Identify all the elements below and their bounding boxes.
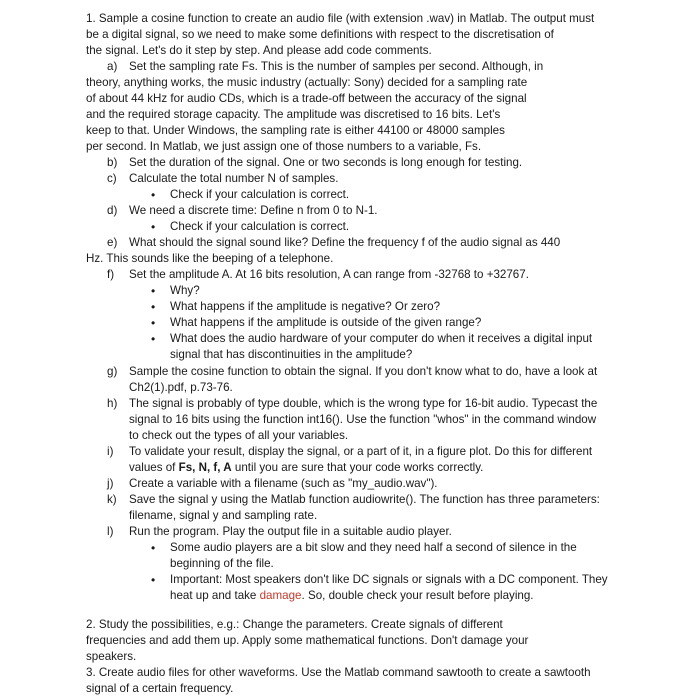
item-j-label: j) xyxy=(107,477,114,490)
item-a-line-2: theory, anything works, the music industry (actually: Sony) decided for a sampling rate xyxy=(86,76,528,89)
item-g-label: g) xyxy=(107,365,118,378)
item-f-label: f) xyxy=(107,268,115,281)
item-l-label: l) xyxy=(107,525,114,538)
item-b-text: Set the duration of the signal. One or two seconds is long enough for testing. xyxy=(129,156,523,169)
bullet-icon: • xyxy=(151,573,156,587)
item-c-bullet-1: Check if your calculation is correct. xyxy=(170,188,350,201)
item-d-bullet-1: Check if your calculation is correct. xyxy=(170,220,350,233)
item-a-line-3: of about 44 kHz for audio CDs, which is a trade-off between the accuracy of the signal xyxy=(86,92,527,105)
item-b-label: b) xyxy=(107,156,118,169)
item-l-text: Run the program. Play the output file in a suitable audio player. xyxy=(129,525,452,538)
item-c-label: c) xyxy=(107,172,117,185)
bullet-icon: • xyxy=(151,188,156,202)
item-g-line-2: Ch2(1).pdf, p.73-76. xyxy=(129,381,233,394)
item-f-bullet-4: What does the audio hardware of your computer do when it receives a digital input xyxy=(170,332,593,345)
q2-line-1: 2. Study the possibilities, e.g.: Change the parameters. Create signals of different xyxy=(86,618,503,631)
item-h-line-3: to check out the types of all your variables. xyxy=(129,429,349,442)
item-f-text: Set the amplitude A. At 16 bits resolution, A can range from -32768 to +32767. xyxy=(129,268,529,281)
bullet-icon: • xyxy=(151,332,156,346)
item-e-label: e) xyxy=(107,236,118,249)
item-f-bullet-4-cont: signal that has discontinuities in the amplitude? xyxy=(170,348,413,361)
item-i-label: i) xyxy=(107,445,114,458)
q2-line-3: speakers. xyxy=(86,650,137,663)
item-l-bullet-1-line-1: Some audio players are a bit slow and they need half a second of silence in the xyxy=(170,541,577,554)
item-l-bullet-1-line-2: beginning of the file. xyxy=(170,557,274,570)
item-a-label: a) xyxy=(107,60,118,73)
item-e-line-2: Hz. This sounds like the beeping of a telephone. xyxy=(86,252,334,265)
item-d-label: d) xyxy=(107,204,118,217)
item-l-bullet-2-pre: heat up and take xyxy=(170,589,260,602)
item-l-bullet-2-post: . So, double check your result before playing. xyxy=(301,589,534,602)
item-l-bullet-2-line-1: Important: Most speakers don't like DC signals or signals with a DC component. They xyxy=(170,573,608,586)
item-f-bullet-2: What happens if the amplitude is negative? Or zero? xyxy=(170,300,441,313)
item-j-text: Create a variable with a filename (such as "my_audio.wav"). xyxy=(129,477,438,490)
item-e-line-1: What should the signal sound like? Define the frequency f of the audio signal as 440 xyxy=(129,236,561,249)
item-f-bullet-1: Why? xyxy=(170,284,200,297)
item-l-bullet-2-line-2 xyxy=(170,588,534,604)
item-f-bullet-3: What happens if the amplitude is outside of the given range? xyxy=(170,316,482,329)
item-g-line-1: Sample the cosine function to obtain the signal. If you don't know what to do, have a look at xyxy=(129,365,598,378)
bullet-icon: • xyxy=(151,316,156,330)
item-k-line-2: filename, signal y and sampling rate. xyxy=(129,509,318,522)
q2-line-2: frequencies and add them up. Apply some mathematical functions. Don't damage your xyxy=(86,634,529,647)
damage-highlight: damage xyxy=(259,589,302,602)
item-a-line-5: keep to that. Under Windows, the sampling rate is either 44100 or 48000 samples xyxy=(86,124,505,137)
bullet-icon: • xyxy=(151,300,156,314)
q1-intro-line-2: be a digital signal, so we need to make some definitions with respect to the discretisation of xyxy=(86,28,554,41)
item-d-text: We need a discrete time: Define n from 0 to N-1. xyxy=(129,204,378,217)
item-i-line-1: To validate your result, display the signal, or a part of it, in a figure plot. Do this for different xyxy=(129,445,593,458)
item-k-line-1: Save the signal y using the Matlab function audiowrite(). The function has three parameters: xyxy=(129,493,600,506)
bullet-icon: • xyxy=(151,220,156,234)
item-a-line-4: and the required storage capacity. The amplitude was discretised to 16 bits. Let's xyxy=(86,108,501,121)
item-i-line-2-post: until you are sure that your code works correctly. xyxy=(231,461,484,474)
q3-line-2: signal of a certain frequency. xyxy=(86,682,234,695)
bullet-icon: • xyxy=(151,541,156,555)
item-h-label: h) xyxy=(107,397,118,410)
item-h-line-1: The signal is probably of type double, which is the wrong type for 16-bit audio. Typecast the xyxy=(129,397,598,410)
item-i-line-2-pre: values of xyxy=(129,461,179,474)
item-k-label: k) xyxy=(107,493,117,506)
q1-intro-line-1: 1. Sample a cosine function to create an audio file (with extension .wav) in Matlab. The output must xyxy=(86,12,595,25)
item-i-line-2 xyxy=(129,460,483,476)
bullet-icon: • xyxy=(151,284,156,298)
q3-line-1: 3. Create audio files for other waveforms. Use the Matlab command sawtooth to create a sawtooth xyxy=(86,666,591,679)
q1-intro-line-3: the signal. Let's do it step by step. And please add code comments. xyxy=(86,44,432,57)
item-h-line-2: signal to 16 bits using the function int16(). Use the function "whos" in the command window xyxy=(129,413,597,426)
item-i-variables: Fs, N, f, A xyxy=(178,461,232,474)
item-c-text: Calculate the total number N of samples. xyxy=(129,172,339,185)
item-a-line-6: per second. In Matlab, we just assign one of those numbers to a variable, Fs. xyxy=(86,140,482,153)
item-a-line-1: Set the sampling rate Fs. This is the number of samples per second. Although, in xyxy=(129,60,544,73)
